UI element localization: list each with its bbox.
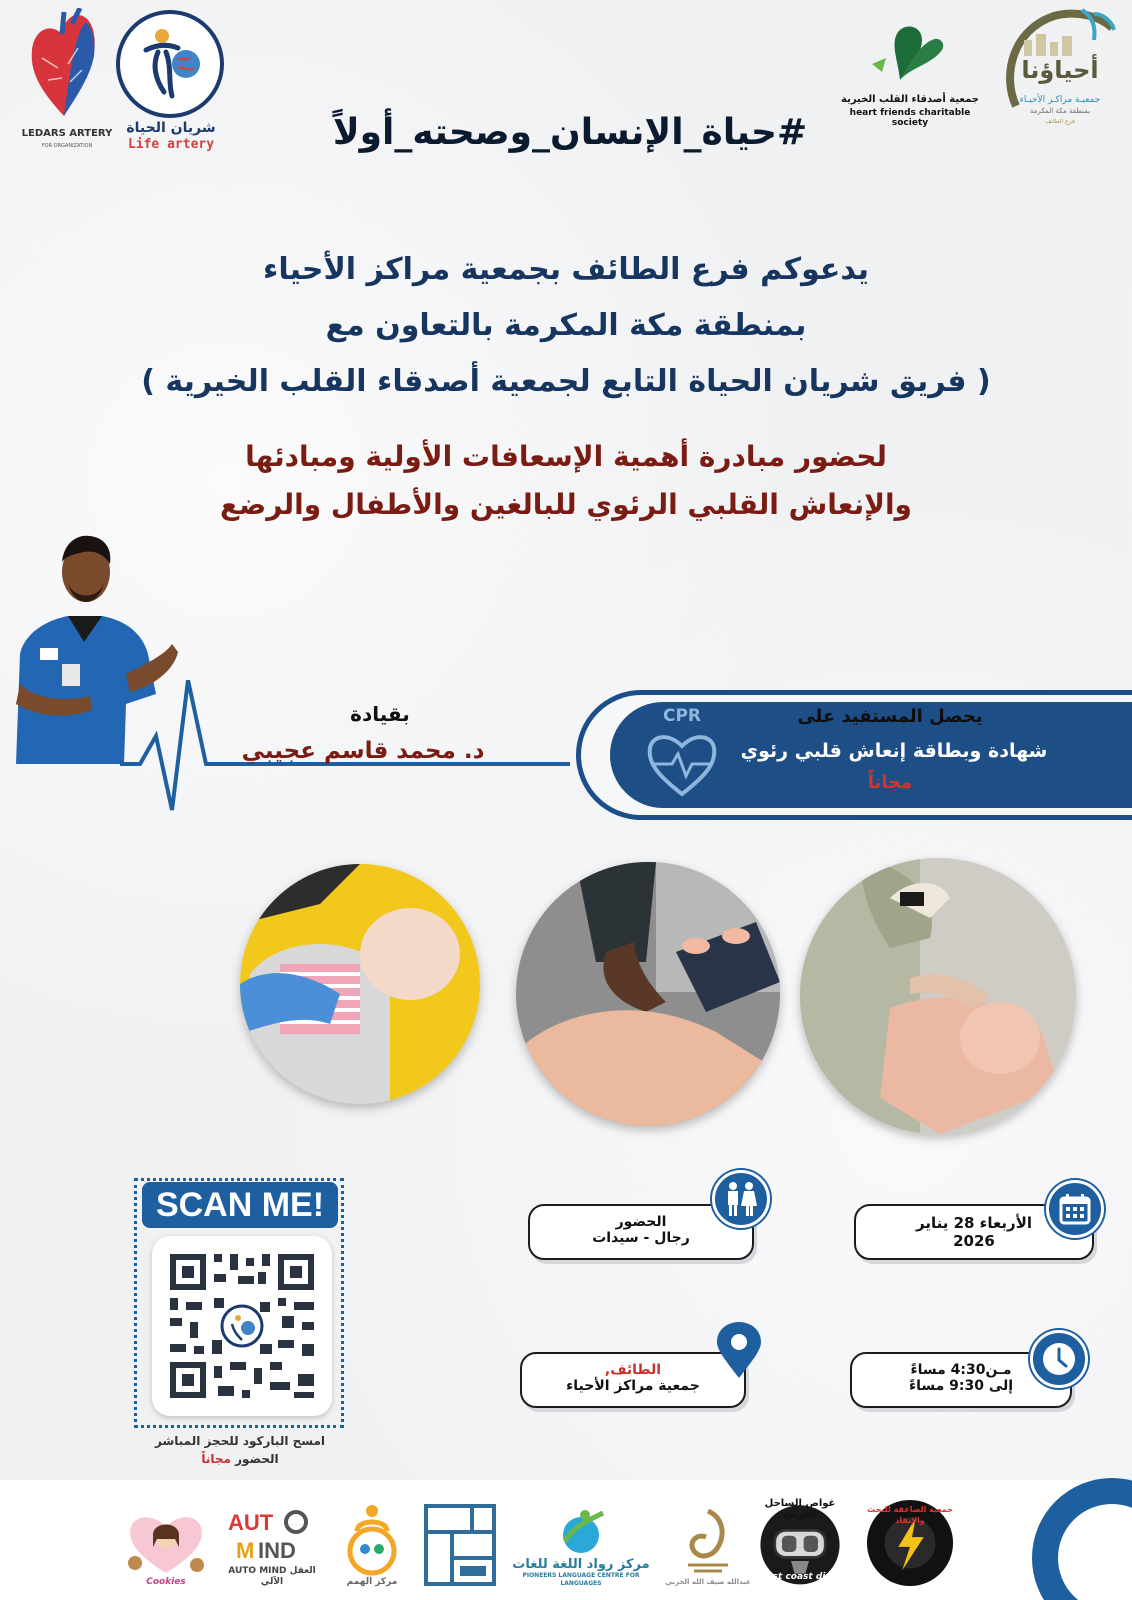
time-icon-badge [1030,1330,1088,1388]
sponsor-cookies-logo [118,1498,214,1588]
hashtag-title: #حياة_الإنسان_وصحته_أولاً [332,112,808,153]
ledars-artery-sub: FOR ORGANIZATION [41,143,93,149]
sponsor-alsaeqa-caption: جمعية الصاعقة للبحث والإنقاذ [867,1505,953,1525]
automind-gear-icon [224,1500,320,1566]
cookies-girl-icon [123,1507,209,1577]
time-from: مـن4:30 مساءً [910,1362,1012,1378]
men-women-icon [722,1180,760,1218]
date-year: 2026 [953,1232,995,1250]
ahyaa-sub-region: بمنطقة مكة المكرمة [1029,107,1091,115]
qr-code-graphic [152,1236,332,1416]
qr-code[interactable] [152,1236,332,1416]
ahyaa-name: أحياؤنا [1021,56,1099,84]
pioneers-globe-icon [551,1505,611,1557]
life-artery-emblem-icon [128,22,212,106]
ahyaa-sub-branch: فرع الطائف [1045,118,1075,125]
attendance-icon-badge [712,1170,770,1228]
sponsor-alharbi-caption: عبدالله ضيف الله الحربي [665,1578,751,1586]
infant-cpr-photo [240,864,480,1104]
life-artery-name-en: Life artery [127,137,215,152]
sponsor-alhemam-logo [324,1498,420,1588]
invitation-line-3: ( فريق شريان الحياة التابع لجمعية أصدقاء القلب الخيرية ) [141,364,991,399]
life-artery-logo [116,10,224,118]
location-place: جمعية مراكز الأحياء [566,1378,700,1394]
sponsor-cookies-caption: Cookies [146,1577,186,1587]
clock-icon [1039,1339,1079,1379]
life-artery-name-ar: شريان الحياة [126,120,216,136]
ledars-artery-name: LEDARS ARTERY [21,128,113,139]
sponsor-westcoast-caption-ar: غواص الساحل الغربي [764,1498,836,1520]
calligraphy-emblem-icon [678,1507,738,1577]
sponsor-pioneers-logo [506,1498,656,1588]
cpr-label: CPR [662,706,702,726]
initiative-line-2: والإنعاش القلبي الرئوي للبالغين والأطفال والرضع [220,488,912,521]
qr-free-text: مجاناً [201,1452,231,1466]
scan-me-header: SCAN ME! [142,1182,338,1228]
alhemam-center-icon [337,1501,407,1577]
heart-friends-name-en: heart friends charitable society [849,108,971,128]
leader-name: د. محمد قاسم عجيبي [241,738,485,764]
sponsor-pioneers-caption-ar: مركز رواد اللغة للغات [512,1557,650,1572]
initiative-line-1: لحضور مبادرة أهمية الإسعافات الأولية ومبادئها [245,440,887,473]
svg-text:M: M [236,1538,255,1563]
ahyaa-sub-association: جمعيـة مراكـز الأحيـاء [1019,95,1101,105]
heart-friends-name-ar: جمعية أصدقاء القلب الخيرية [841,94,979,105]
date-weekday: الأربعاء 28 يناير [915,1214,1033,1232]
adult-cpr-photo [516,862,780,1126]
cpr-heart-icon [646,718,718,798]
manikin-cpr-photo [800,858,1076,1134]
location-icon-badge [710,1322,768,1380]
building-blocks-icon [422,1502,498,1588]
certificate-line-1: يحصل المستفيد على [797,706,983,727]
qr-caption: امسح الباركود للحجز المباشر [154,1434,326,1448]
leader-label: بقيادة [350,702,410,726]
location-city: الطائف, [604,1362,662,1378]
invitation-line-1: يدعوكم فرع الطائف بجمعية مراكز الأحياء [262,252,869,287]
attendance-label: الحضور [615,1214,667,1230]
ledars-artery-heart-logo [28,8,100,120]
sponsor-westcoast-logo [750,1498,850,1588]
sponsor-alsaeqa-logo [864,1498,956,1588]
sponsor-automind-caption: AUTO MIND العقل الآلي [228,1566,316,1587]
heart-friends-logo [870,20,950,90]
certificate-free: مجاناً [867,772,913,793]
sponsor-alharbi-logo [660,1498,756,1588]
sponsor-westcoast-caption-en: west coast diver [758,1572,842,1582]
map-pin-icon [715,1322,763,1380]
qr-attendance-text: الحضور [230,1452,279,1466]
invitation-line-2: بمنطقة مكة المكرمة بالتعاون مع [325,308,807,343]
time-to: إلى 9:30 مساءً [908,1378,1014,1394]
sponsor-pioneers-caption-en: PIONEERS LANGUAGE CENTRE FOR LANGUAGES [522,1572,640,1587]
sponsor-building-logo [420,1498,500,1588]
calendar-icon [1058,1192,1092,1226]
svg-text:IND: IND [258,1538,296,1563]
certificate-line-2: شهادة وبطاقة إنعاش قلبي رئوي [740,740,1048,762]
svg-text:AUT: AUT [228,1510,274,1535]
qr-free-caption [140,1452,340,1466]
sponsor-automind-logo [222,1498,322,1588]
sponsor-alhemam-caption: مركز الهمم [346,1577,398,1587]
date-icon-badge [1046,1180,1104,1238]
attendance-value: رجال - سيدات [592,1230,690,1246]
